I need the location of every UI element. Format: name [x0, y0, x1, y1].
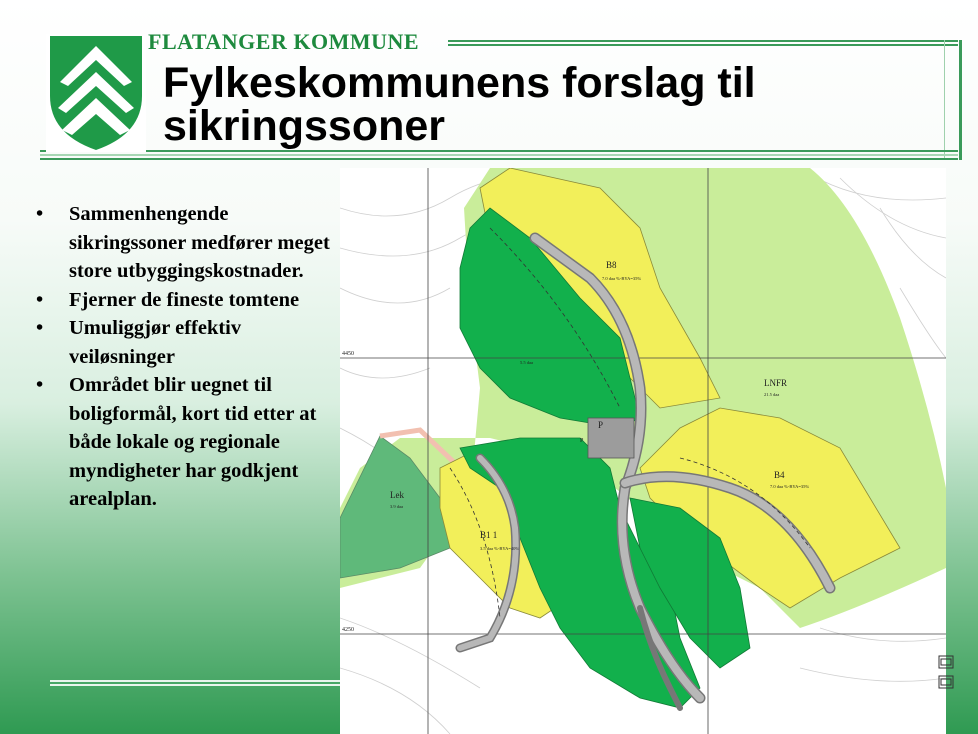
bullet-item — [36, 371, 348, 514]
header-frame-right — [944, 40, 962, 160]
zone-label-parking: P — [598, 420, 604, 430]
slide-navigation-icon[interactable] — [938, 654, 956, 694]
bullet-dot-icon: • — [36, 203, 44, 225]
bullet-item — [36, 286, 348, 315]
bullet-item — [36, 200, 348, 286]
zone-subtext-b4: 7.0 daa %-BYA=35% — [770, 484, 810, 489]
municipality-coat-of-arms — [46, 34, 146, 152]
zone-label-lnfr: LNFR — [764, 378, 788, 388]
slide-title: Fylkeskommunens forslag til sikringssoner — [163, 59, 756, 150]
bullet-dot-icon: • — [36, 374, 44, 396]
zone-label-b8: B8 — [606, 260, 617, 270]
organization-name: FLATANGER KOMMUNE — [148, 29, 420, 54]
zone-label-b1: B1 1 — [480, 530, 498, 540]
zone-subtext-lnfr: 21.5 daa — [764, 392, 780, 397]
title-underline — [40, 150, 958, 162]
bullet-text: Umuliggjør effektiv veiløsninger — [69, 317, 242, 368]
bullet-dot-icon: • — [36, 317, 44, 339]
bullet-dot-icon: • — [36, 288, 44, 311]
bullet-text: Sammenhengende sikringssoner medfører meget store utbyggingskostnader. — [69, 203, 330, 282]
footer-rule — [50, 680, 342, 692]
bullet-item — [36, 314, 348, 371]
zone-subtext-b8: 7.0 daa %-BYA=35% — [602, 276, 642, 281]
zone-subtext-lek: 3.9 daa — [390, 504, 403, 509]
grid-label-upper: 4450 — [342, 351, 354, 357]
bullet-text: Fjerner de fineste tomtene — [69, 288, 300, 311]
zone-subtext-green-upper: 5.5 daa — [520, 360, 533, 365]
zone-label-lek: Lek — [390, 490, 404, 500]
bullet-text: Området blir uegnet til boligformål, kort tid etter at både lokale og regionale myndigheter har godkjent arealplan. — [69, 374, 317, 510]
header-rule-top — [448, 40, 958, 48]
parking-area — [588, 418, 634, 458]
zone-label-parking-small: P — [580, 438, 584, 444]
zone-subtext-b1: 3.5 daa %-BYA=40% — [480, 546, 520, 551]
bullet-list — [36, 200, 348, 514]
grid-label-lower: 4250 — [342, 627, 354, 633]
zoning-map — [340, 168, 946, 734]
zone-label-b4: B4 — [774, 470, 785, 480]
